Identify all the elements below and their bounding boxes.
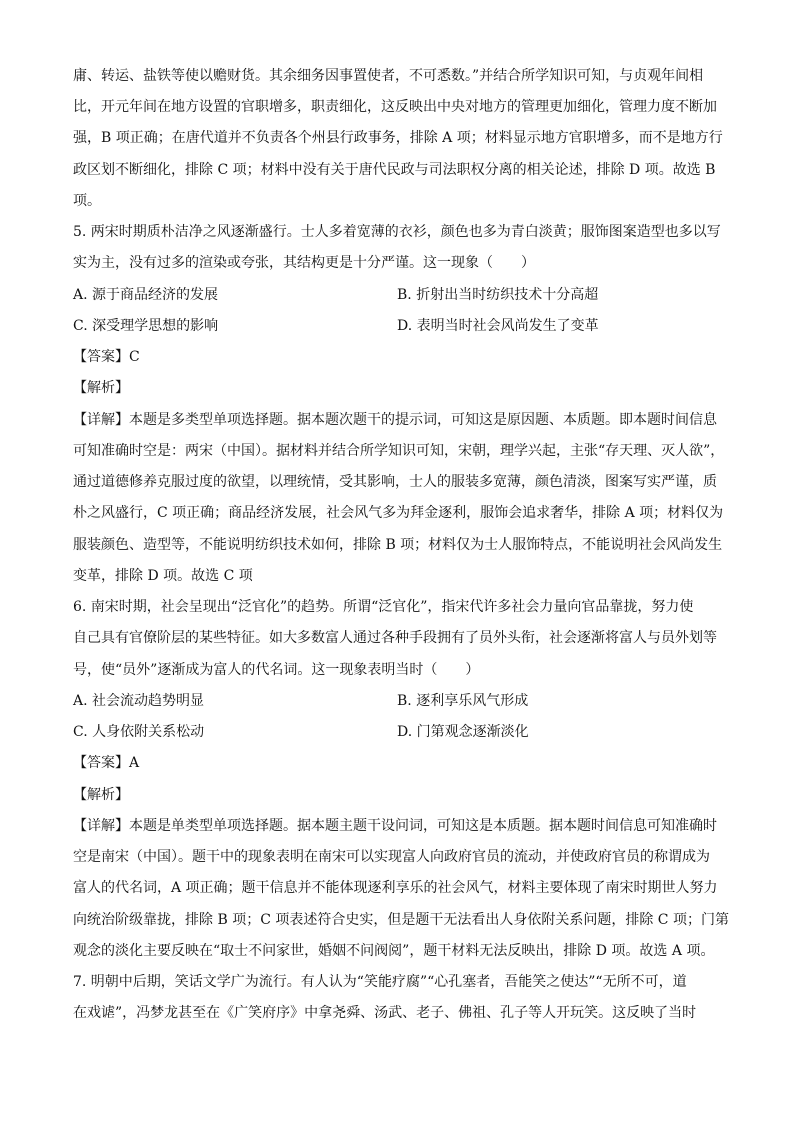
text-line: 政区划不断细化，排除 C 项；材料中没有关于唐代民政与司法职权分离的相关论述，排除 D 项。故选 B	[73, 162, 716, 178]
detail-line: 向统治阶级靠拢，排除 B 项；C 项表述符合史实，但是题干无法看出人身依附关系问题，排除 C 项；门第	[73, 912, 729, 928]
detail-line: 变革，排除 D 项。故选 C 项	[73, 568, 253, 584]
option-a: A. 源于商品经济的发展	[73, 287, 219, 303]
text-line: 强，B 项正确；在唐代道并不负责各个州县行政事务，排除 A 项；材料显示地方官职增多，而不是地方行	[73, 130, 723, 146]
question-stem: 号，使“员外”逐渐成为富人的代名词。这一现象表明当时（ ）	[73, 662, 480, 678]
option-b: B. 逐利享乐风气形成	[397, 693, 529, 709]
question-stem: 6. 南宋时期，社会呈现出“泛官化”的趋势。所谓“泛官化”，指宋代许多社会力量向官品靠拢，努力使	[73, 599, 694, 615]
detail-line: 可知准确时空是：两宋（中国）。据材料并结合所学知识可知，宋朝，理学兴起，主张“存天理、灭人欲”，	[73, 443, 725, 459]
option-d: D. 表明当时社会风尚发生了变革	[397, 318, 599, 334]
question-stem: 自己具有官僚阶层的某些特征。如大多数富人通过各种手段拥有了员外头衔，社会逐渐将富人与员外划等	[73, 630, 717, 646]
detail-line: 朴之风盛行，C 项正确；商品经济发展，社会风气多为拜金逐利，服饰会追求奢华，排除 A 项；材料仅为	[73, 505, 724, 521]
detail-line: 观念的淡化主要反映在“取士不问家世，婚姻不问阀阅”，题干材料无法反映出，排除 D 项。故选 A 项。	[73, 943, 715, 959]
detail-line: 通过道德修养克服过度的欲望，以理统情，受其影响，士人的服装多宽薄，颜色清淡，图案写实严谨，质	[73, 474, 717, 490]
text-line: 庸、转运、盐铁等使以赡财货。其余细务因事置使者，不可悉数。”并结合所学知识可知，与贞观年间相	[73, 68, 704, 84]
question-stem: 在戏谑”，冯梦龙甚至在《广笑府序》中拿尧舜、汤武、老子、佛祖、孔子等人开玩笑。这反映了当时	[73, 1005, 697, 1021]
question-stem: 7. 明朝中后期，笑话文学广为流行。有人认为“笑能疗腐”“心孔塞者，吾能笑之使达”“无所不可，道	[73, 974, 687, 990]
answer-label: 【答案】C	[73, 349, 140, 365]
option-a: A. 社会流动趋势明显	[73, 693, 205, 709]
text-line: 比，开元年间在地方设置的官职增多，职责细化，这反映出中央对地方的管理更加细化，管理力度不断加	[73, 99, 717, 115]
detail-line: 【详解】本题是多类型单项选择题。据本题次题干的提示词，可知这是原因题、本质题。即本题时间信息	[73, 412, 717, 428]
detail-line: 服装颜色、造型等，不能说明纺织技术如何，排除 B 项；材料仅为士人服饰特点，不能说明社会风尚发生	[73, 537, 723, 553]
analysis-label: 【解析】	[73, 787, 129, 803]
option-c: C. 人身依附关系松动	[73, 724, 205, 740]
question-stem: 实为主，没有过多的渲染或夸张，其结构更是十分严谨。这一现象（ ）	[73, 255, 535, 271]
text-line: 项。	[73, 193, 101, 209]
detail-line: 【详解】本题是单类型单项选择题。据本题主题干设问词，可知这是本质题。据本题时间信息可知准确时	[73, 818, 717, 834]
option-d: D. 门第观念逐渐淡化	[397, 724, 529, 740]
question-stem: 5. 两宋时期质朴洁净之风逐渐盛行。士人多着宽薄的衣衫，颜色也多为青白淡黄；服饰图案造型也多以写	[73, 224, 721, 240]
analysis-label: 【解析】	[73, 380, 129, 396]
option-b: B. 折射出当时纺织技术十分高超	[397, 287, 599, 303]
detail-line: 空是南宋（中国）。题干中的现象表明在南宋可以实现富人向政府官员的流动，并使政府官员的称谓成为	[73, 849, 710, 865]
option-c: C. 深受理学思想的影响	[73, 318, 219, 334]
answer-label: 【答案】A	[73, 755, 140, 771]
detail-line: 富人的代名词，A 项正确；题干信息并不能体现逐利享乐的社会风气，材料主要体现了南宋时期世人努力	[73, 880, 718, 896]
